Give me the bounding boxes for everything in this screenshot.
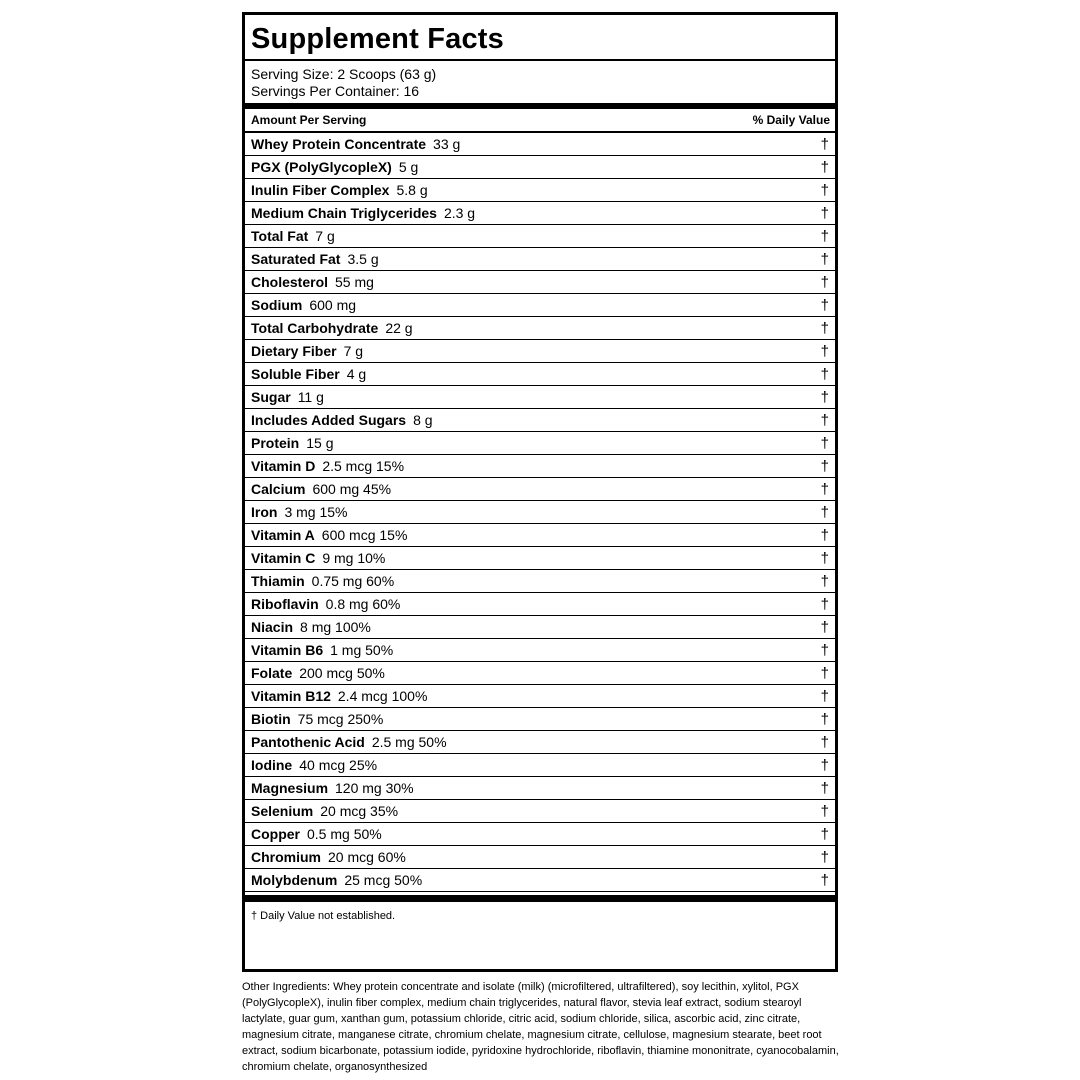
nutrient-info	[251, 435, 333, 451]
nutrient-row	[245, 800, 835, 823]
nutrient-name: Vitamin B12	[251, 688, 331, 704]
nutrient-name: Iodine	[251, 757, 293, 773]
nutrient-row	[245, 156, 835, 179]
daily-value-dagger: †	[820, 664, 829, 682]
nutrient-name: Vitamin C	[251, 550, 316, 566]
nutrient-amount: 2.5 mg 50%	[371, 734, 447, 750]
nutrient-name: Riboflavin	[251, 596, 319, 612]
nutrient-info	[251, 711, 383, 727]
nutrient-info	[251, 412, 433, 428]
nutrient-row	[245, 524, 835, 547]
nutrient-name: Selenium	[251, 803, 314, 819]
nutrient-row	[245, 248, 835, 271]
nutrient-row	[245, 271, 835, 294]
thick-divider-bottom	[245, 895, 835, 902]
servings-per-container: Servings Per Container: 16	[251, 83, 420, 99]
nutrient-amount: 4 g	[346, 366, 367, 382]
nutrient-row	[245, 317, 835, 340]
nutrient-name: Molybdenum	[251, 872, 338, 888]
nutrient-row	[245, 777, 835, 800]
daily-value-dagger: †	[820, 825, 829, 843]
nutrient-amount: 33 g	[433, 136, 461, 152]
panel-title: Supplement Facts	[245, 15, 835, 61]
amount-per-serving-header: Amount Per Serving	[251, 113, 367, 127]
nutrient-name: Cholesterol	[251, 274, 329, 290]
nutrient-amount: 25 mcg 50%	[344, 872, 423, 888]
nutrient-name: Niacin	[251, 619, 294, 635]
nutrient-name: Calcium	[251, 481, 306, 497]
daily-value-dagger: †	[820, 572, 829, 590]
supplement-facts-panel	[242, 12, 838, 972]
daily-value-dagger: †	[820, 342, 829, 360]
nutrient-amount: 55 mg	[335, 274, 374, 290]
nutrient-row	[245, 478, 835, 501]
daily-value-dagger: †	[820, 871, 829, 889]
nutrient-row	[245, 225, 835, 248]
daily-value-dagger: †	[820, 457, 829, 475]
nutrient-amount: 9 mg 10%	[322, 550, 386, 566]
daily-value-dagger: †	[820, 434, 829, 452]
nutrient-row	[245, 455, 835, 478]
nutrient-row	[245, 409, 835, 432]
nutrient-row	[245, 340, 835, 363]
nutrient-info	[251, 251, 379, 267]
nutrient-info	[251, 136, 460, 152]
nutrient-amount: 120 mg 30%	[335, 780, 414, 796]
nutrient-name: Copper	[251, 826, 300, 842]
nutrient-amount: 40 mcg 25%	[299, 757, 378, 773]
nutrient-info	[251, 826, 382, 842]
nutrient-info	[251, 320, 413, 336]
daily-value-dagger: †	[820, 319, 829, 337]
nutrient-name: Soluble Fiber	[251, 366, 340, 382]
nutrient-info	[251, 619, 371, 635]
nutrient-amount: 1 mg 50%	[330, 642, 394, 658]
other-ingredients: Other Ingredients: Whey protein concentrate and isolate (milk) (microfiltered, ultrafiltered), soy lecithin, xylitol, PGX (PolyGlycopleX), inulin fiber complex, medium chain triglycerides, natural flavor, stevia leaf extract, sodium stearoyl lactylate, guar gum, xanthan gum, potassium chloride, citric acid, sodium chloride, silica, ascorbic acid, zinc citrate, magnesium citrate, manganese citrate, chromium chelate, magnesium citrate, cellulose, magnesium stearate, beet root extract, sodium bicarbonate, potassium iodide, pyridoxine hydrochloride, riboflavin, thiamine mononitrate, cyanocobalamin, chromium chelate, organosynthesized	[242, 981, 839, 1074]
table-header	[245, 109, 835, 133]
nutrient-row	[245, 616, 835, 639]
nutrient-info	[251, 366, 366, 382]
daily-value-dagger: †	[820, 158, 829, 176]
footnote: † Daily Value not established.	[251, 910, 396, 922]
nutrient-row	[245, 179, 835, 202]
nutrient-row	[245, 202, 835, 225]
nutrient-amount: 3.5 g	[347, 251, 379, 267]
nutrient-info	[251, 297, 356, 313]
nutrient-name: Pantothenic Acid	[251, 734, 365, 750]
daily-value-dagger: †	[820, 273, 829, 291]
nutrient-name: Vitamin D	[251, 458, 316, 474]
nutrient-name: Total Carbohydrate	[251, 320, 379, 336]
nutrient-row	[245, 294, 835, 317]
nutrient-row	[245, 869, 835, 892]
nutrient-name: Includes Added Sugars	[251, 412, 407, 428]
daily-value-dagger: †	[820, 135, 829, 153]
nutrient-info	[251, 504, 348, 520]
nutrient-amount: 22 g	[385, 320, 413, 336]
nutrient-row	[245, 547, 835, 570]
nutrient-info	[251, 274, 374, 290]
nutrient-info	[251, 665, 385, 681]
daily-value-dagger: †	[820, 526, 829, 544]
nutrient-amount: 2.3 g	[443, 205, 476, 221]
daily-value-dagger: †	[820, 733, 829, 751]
nutrient-name: Dietary Fiber	[251, 343, 337, 359]
daily-value-dagger: †	[820, 687, 829, 705]
nutrient-amount: 600 mcg 15%	[321, 527, 408, 543]
nutrient-info	[251, 458, 404, 474]
nutrient-info	[251, 527, 407, 543]
nutrient-name: Total Fat	[251, 228, 309, 244]
nutrient-amount: 0.8 mg 60%	[325, 596, 401, 612]
daily-value-dagger: †	[820, 250, 829, 268]
nutrient-name: Folate	[251, 665, 293, 681]
nutrient-info	[251, 596, 400, 612]
daily-value-dagger: †	[820, 710, 829, 728]
nutrient-amount: 600 mg 45%	[312, 481, 392, 497]
nutrient-row	[245, 432, 835, 455]
serving-info	[245, 61, 835, 103]
nutrient-row	[245, 570, 835, 593]
daily-value-dagger: †	[820, 480, 829, 498]
daily-value-dagger: †	[820, 411, 829, 429]
nutrient-name: Thiamin	[251, 573, 305, 589]
nutrient-info	[251, 803, 398, 819]
nutrient-info	[251, 550, 385, 566]
nutrient-name: Saturated Fat	[251, 251, 341, 267]
nutrient-name: Chromium	[251, 849, 321, 865]
daily-value-dagger: †	[820, 204, 829, 222]
nutrient-amount: 0.75 mg 60%	[311, 573, 395, 589]
nutrient-row	[245, 363, 835, 386]
nutrient-amount: 200 mcg 50%	[299, 665, 385, 681]
nutrient-amount: 8 mg 100%	[300, 619, 371, 635]
nutrient-amount: 8 g	[413, 412, 433, 428]
nutrient-row	[245, 133, 835, 156]
nutrient-info	[251, 872, 422, 888]
nutrient-name: Sodium	[251, 297, 303, 313]
daily-value-dagger: †	[820, 365, 829, 383]
daily-value-dagger: †	[820, 779, 829, 797]
nutrient-info	[251, 688, 427, 704]
daily-value-dagger: †	[820, 618, 829, 636]
nutrient-row	[245, 754, 835, 777]
daily-value-dagger: †	[820, 848, 829, 866]
nutrient-info	[251, 205, 475, 221]
daily-value-dagger: †	[820, 802, 829, 820]
nutrient-name: Whey Protein Concentrate	[251, 136, 427, 152]
daily-value-dagger: †	[820, 641, 829, 659]
nutrient-amount: 75 mcg 250%	[297, 711, 384, 727]
daily-value-header: % Daily Value	[752, 113, 830, 127]
daily-value-dagger: †	[820, 388, 829, 406]
nutrient-amount: 15 g	[306, 435, 334, 451]
daily-value-dagger: †	[820, 756, 829, 774]
nutrient-info	[251, 481, 391, 497]
nutrient-name: Medium Chain Triglycerides	[251, 205, 437, 221]
nutrient-amount: 2.4 mcg 100%	[337, 688, 428, 704]
nutrient-name: PGX (PolyGlycopleX)	[251, 159, 392, 175]
daily-value-dagger: †	[820, 181, 829, 199]
nutrient-row	[245, 593, 835, 616]
nutrient-amount: 3 mg 15%	[284, 504, 348, 520]
nutrient-row	[245, 639, 835, 662]
nutrient-name: Iron	[251, 504, 278, 520]
nutrient-amount: 600 mg	[309, 297, 357, 313]
serving-size: Serving Size: 2 Scoops (63 g)	[251, 66, 437, 82]
nutrient-name: Inulin Fiber Complex	[251, 182, 390, 198]
nutrient-info	[251, 159, 418, 175]
nutrient-row	[245, 685, 835, 708]
nutrient-amount: 5 g	[398, 159, 419, 175]
nutrient-name: Biotin	[251, 711, 291, 727]
nutrient-info	[251, 182, 428, 198]
nutrient-row	[245, 823, 835, 846]
nutrient-amount: 2.5 mcg 15%	[322, 458, 405, 474]
nutrient-name: Vitamin B6	[251, 642, 324, 658]
nutrient-amount: 20 mcg 60%	[328, 849, 406, 865]
nutrient-amount: 0.5 mg 50%	[307, 826, 382, 842]
daily-value-dagger: †	[820, 227, 829, 245]
nutrient-row	[245, 386, 835, 409]
nutrient-info	[251, 734, 447, 750]
nutrient-row	[245, 846, 835, 869]
nutrient-list	[245, 133, 835, 892]
daily-value-dagger: †	[820, 595, 829, 613]
nutrient-info	[251, 642, 393, 658]
nutrient-name: Magnesium	[251, 780, 329, 796]
nutrient-info	[251, 573, 394, 589]
nutrient-row	[245, 708, 835, 731]
nutrient-name: Vitamin A	[251, 527, 315, 543]
nutrient-amount: 11 g	[297, 389, 324, 405]
nutrient-info	[251, 389, 324, 405]
nutrient-name: Protein	[251, 435, 300, 451]
nutrient-info	[251, 228, 335, 244]
nutrient-info	[251, 343, 363, 359]
nutrient-info	[251, 757, 377, 773]
daily-value-dagger: †	[820, 503, 829, 521]
nutrient-info	[251, 849, 406, 865]
nutrient-row	[245, 662, 835, 685]
nutrient-row	[245, 501, 835, 524]
daily-value-dagger: †	[820, 549, 829, 567]
nutrient-amount: 7 g	[343, 343, 364, 359]
nutrient-amount: 7 g	[315, 228, 335, 244]
nutrient-amount: 20 mcg 35%	[320, 803, 399, 819]
nutrient-amount: 5.8 g	[396, 182, 428, 198]
nutrient-info	[251, 780, 414, 796]
nutrient-row	[245, 731, 835, 754]
nutrient-name: Sugar	[251, 389, 291, 405]
daily-value-dagger: †	[820, 296, 829, 314]
